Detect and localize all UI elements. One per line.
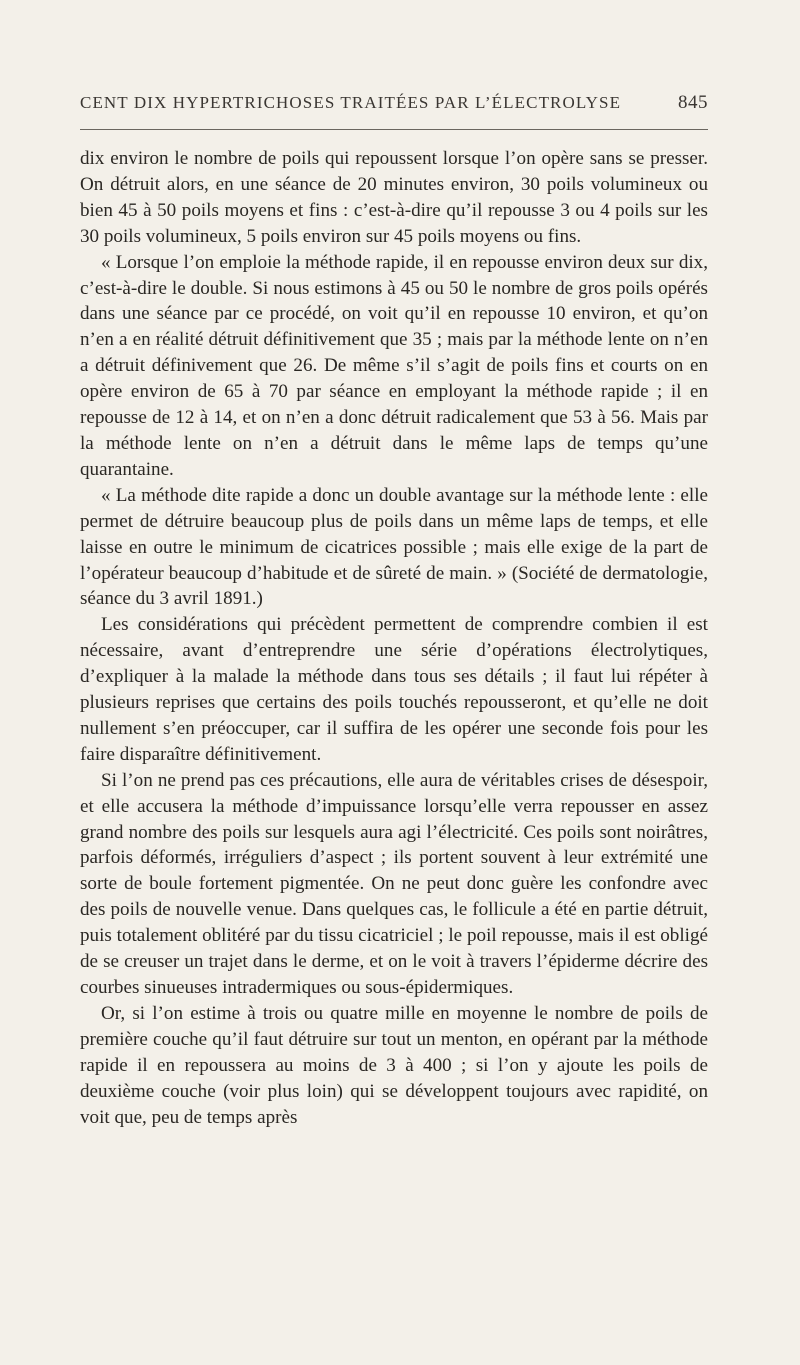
paragraph-quote-rapid-method: « Lorsque l’on emploie la méthode rapide, il en repousse environ deux sur dix, c’est-à-dire le double. Si nous estimons à 45 ou 50 le nombre de gros poils opérés dans une séance par ce procédé, on voit qu’il en repousse 10 environ, et qu’on n’en a en réalité détruit définitivement que 35 ; mais par la méthode lente on n’en a détruit définivement que 26. De même s’il s’agit de poils fins et courts on en opère environ de 65 à 70 par séance en employant la méthode rapide ; il en repousse de 12 à 14, et on n’en a donc détruit radicalement que 53 à 56. Mais par la méthode lente on n’en a détruit dans le même laps de temps qu’une quarantaine. xyxy=(80,251,708,480)
paragraph-considerations: Les considérations qui précèdent permettent de comprendre combien il est nécessaire, avant d’entreprendre une série d’opérations électrolytiques, d’expliquer à la malade la méthode dans tous ses détails ; il faut lui répéter à plusieurs reprises que certains des poils touchés repousseront, et qu’elle ne doit nullement s’en préoccuper, car il suffira de les opérer une seconde fois pour les faire disparaître définitivement. xyxy=(80,614,708,765)
paragraph-continuation: dix environ le nombre de poils qui repoussent lorsque l’on opère sans se presser. On détruit alors, en une séance de 20 minutes environ, 30 poils volumineux ou bien 45 à 50 poils moyens et fins : c’est-à-dire qu’il repousse 3 ou 4 poils sur les 30 poils volumineux, 5 poils environ sur 45 poils moyens ou fins. xyxy=(80,148,708,247)
running-title: CENT DIX HYPERTRICHOSES TRAITÉES PAR L’ÉLECTROLYSE xyxy=(80,93,622,112)
header-rule xyxy=(80,129,708,130)
paragraph-precautions: Si l’on ne prend pas ces précautions, elle aura de véritables crises de désespoir, et elle accusera la méthode d’impuissance lorsqu’elle verra repousser en assez grand nombre des poils sur lesquels aura agi l’électricité. Ces poils sont noirâtres, parfois déformés, irréguliers d’aspect ; ils portent souvent à leur extrémité une sorte de boule fortement pigmentée. On ne peut donc guère les confondre avec des poils de nouvelle venue. Dans quelques cas, le follicule a été en partie détruit, puis totalement oblitéré par du tissu cicatriciel ; le poil repousse, mais il est obligé de se creuser un trajet dans le derme, et on le voit à travers l’épiderme décrire des courbes sinueuses intradermiques ou sous-épidermiques. xyxy=(80,769,708,998)
page-number: 845 xyxy=(678,92,708,113)
paragraph-estimate: Or, si l’on estime à trois ou quatre mille en moyenne le nombre de poils de première couche qu’il faut détruire sur tout un menton, en opérant par la méthode rapide il en repoussera au moins de 3 à 400 ; si l’on y ajoute les poils de deuxième couche (voir plus loin) qui se développent toujours avec rapidité, on voit que, peu de temps après xyxy=(80,1002,708,1128)
running-header xyxy=(80,92,708,118)
body-text xyxy=(80,146,708,1130)
paragraph-quote-double-advantage: « La méthode dite rapide a donc un double avantage sur la méthode lente : elle permet de détruire beaucoup plus de poils dans un même laps de temps, et elle laisse en outre le minimum de cicatrices possible ; mais elle exige de la part de l’opérateur beaucoup d’habitude et de sûreté de main. » (Société de dermatologie, séance du 3 avril 1891.) xyxy=(80,484,708,610)
